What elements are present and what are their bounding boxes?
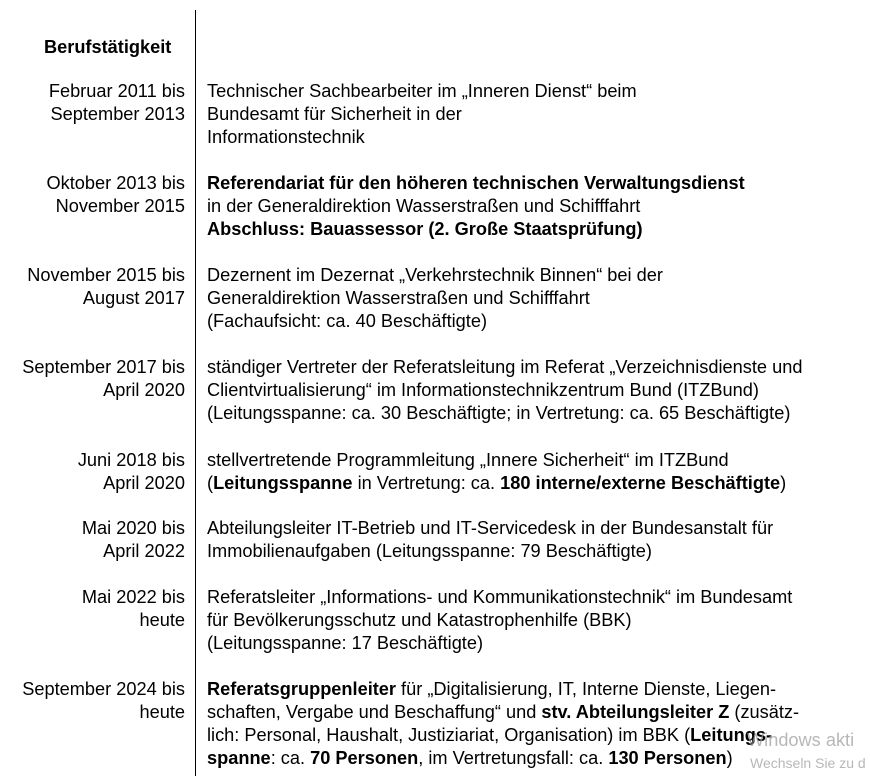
date-end: April 2020 bbox=[103, 473, 185, 493]
entry-description bbox=[207, 264, 867, 333]
entry-description bbox=[207, 517, 867, 563]
desc-line: Abteilungsleiter IT-Betrieb und IT-Servicedesk in der Bundesanstalt für bbox=[207, 518, 774, 538]
desc-line: (Fachaufsicht: ca. 40 Beschäftigte) bbox=[207, 311, 488, 331]
activation-watermark-subtext: Wechseln Sie zu d bbox=[750, 755, 866, 771]
desc-line: Referatsleiter „Informations- und Kommunikationstechnik“ im Bundesamt bbox=[207, 587, 793, 607]
date-start: September 2024 bis bbox=[22, 679, 185, 699]
desc-line: Informationstechnik bbox=[207, 127, 365, 147]
desc-line: für Bevölkerungsschutz und Katastrophenhilfe (BBK) bbox=[207, 610, 632, 630]
text-run: lich: Personal, Haushalt, Justiziariat, Organisation) im BBK ( bbox=[207, 725, 691, 745]
date-start: November 2015 bis bbox=[27, 265, 185, 285]
date-end: April 2022 bbox=[103, 541, 185, 561]
date-start: Mai 2020 bis bbox=[81, 518, 185, 538]
bold-run: spanne bbox=[207, 748, 271, 768]
desc-line bbox=[207, 701, 867, 724]
desc-line: ständiger Vertreter der Referatsleitung im Referat „Verzeichnisdienste und bbox=[207, 357, 803, 377]
date-end: heute bbox=[139, 610, 185, 630]
date-start: Mai 2022 bis bbox=[81, 587, 185, 607]
date-start: Februar 2011 bis bbox=[48, 81, 185, 101]
desc-line: (Leitungsspanne: ca. 30 Beschäftigte; in Vertretung: ca. 65 Beschäftigte) bbox=[207, 403, 791, 423]
desc-line: (Leitungsspanne: 17 Beschäftigte) bbox=[207, 633, 484, 653]
text-run: für „Digitalisierung, IT, Interne Dienste, Liegen- bbox=[396, 679, 777, 699]
entry-date bbox=[0, 356, 185, 402]
text-run: ( bbox=[207, 473, 214, 493]
text-run: : ca. bbox=[270, 748, 311, 768]
desc-line: Dezernent im Dezernat „Verkehrstechnik Binnen“ bei der bbox=[207, 265, 663, 285]
date-end: November 2015 bbox=[55, 196, 185, 216]
date-start: Oktober 2013 bis bbox=[46, 173, 185, 193]
date-end: April 2020 bbox=[103, 380, 185, 400]
column-divider bbox=[195, 10, 196, 776]
date-end: heute bbox=[139, 702, 185, 722]
desc-line: Clientvirtualisierung“ im Informationstechnikzentrum Bund (ITZBund) bbox=[207, 380, 759, 400]
date-end: September 2013 bbox=[50, 104, 185, 124]
entry-description bbox=[207, 356, 867, 425]
desc-line: Generaldirektion Wasserstraßen und Schifffahrt bbox=[207, 288, 590, 308]
bold-run: stv. Abteilungsleiter Z bbox=[541, 702, 730, 722]
text-run: ) bbox=[726, 748, 733, 768]
desc-line bbox=[207, 678, 867, 701]
entry-description bbox=[207, 172, 867, 241]
entry-date bbox=[0, 517, 185, 563]
desc-line: in der Generaldirektion Wasserstraßen und Schifffahrt bbox=[207, 196, 641, 216]
desc-line: Bundesamt für Sicherheit in der bbox=[207, 104, 462, 124]
bold-run: 180 interne/externe Beschäftigte bbox=[500, 473, 781, 493]
desc-line: stellvertretende Programmleitung „Innere Sicherheit“ im ITZBund bbox=[207, 450, 729, 470]
text-run: in Vertretung: ca. bbox=[352, 473, 501, 493]
date-start: Juni 2018 bis bbox=[77, 450, 185, 470]
entry-description bbox=[207, 449, 867, 495]
text-run: (zusätz- bbox=[729, 702, 800, 722]
text-run: , im Vertretungsfall: ca. bbox=[418, 748, 609, 768]
desc-line: Technischer Sachbearbeiter im „Inneren Dienst“ beim bbox=[207, 81, 637, 101]
desc-line: Immobilienaufgaben (Leitungsspanne: 79 Beschäftigte) bbox=[207, 541, 652, 561]
desc-line: Abschluss: Bauassessor (2. Große Staatsprüfung) bbox=[207, 219, 643, 239]
bold-run: Leitungsspanne bbox=[213, 473, 353, 493]
bold-run: Leitungs- bbox=[690, 725, 773, 745]
entry-date bbox=[0, 678, 185, 724]
entry-date bbox=[0, 586, 185, 632]
activation-watermark: Windows akti bbox=[747, 730, 855, 750]
entry-date bbox=[0, 172, 185, 218]
bold-run: Referatsgruppenleiter bbox=[207, 679, 396, 699]
text-run: ) bbox=[780, 473, 787, 493]
entry-date bbox=[0, 449, 185, 495]
text-run: schaften, Vergabe und Beschaffung“ und bbox=[207, 702, 542, 722]
desc-line: Referendariat für den höheren technischen Verwaltungsdienst bbox=[207, 173, 745, 193]
date-end: August 2017 bbox=[82, 288, 185, 308]
date-start: September 2017 bis bbox=[22, 357, 185, 377]
bold-run: 70 Personen bbox=[310, 748, 419, 768]
entry-date bbox=[0, 80, 185, 126]
entry-description bbox=[207, 586, 867, 655]
entry-date bbox=[0, 264, 185, 310]
desc-line bbox=[207, 472, 867, 495]
section-heading: Berufstätigkeit bbox=[44, 37, 172, 57]
bold-run: 130 Personen bbox=[608, 748, 727, 768]
entry-description bbox=[207, 80, 867, 149]
